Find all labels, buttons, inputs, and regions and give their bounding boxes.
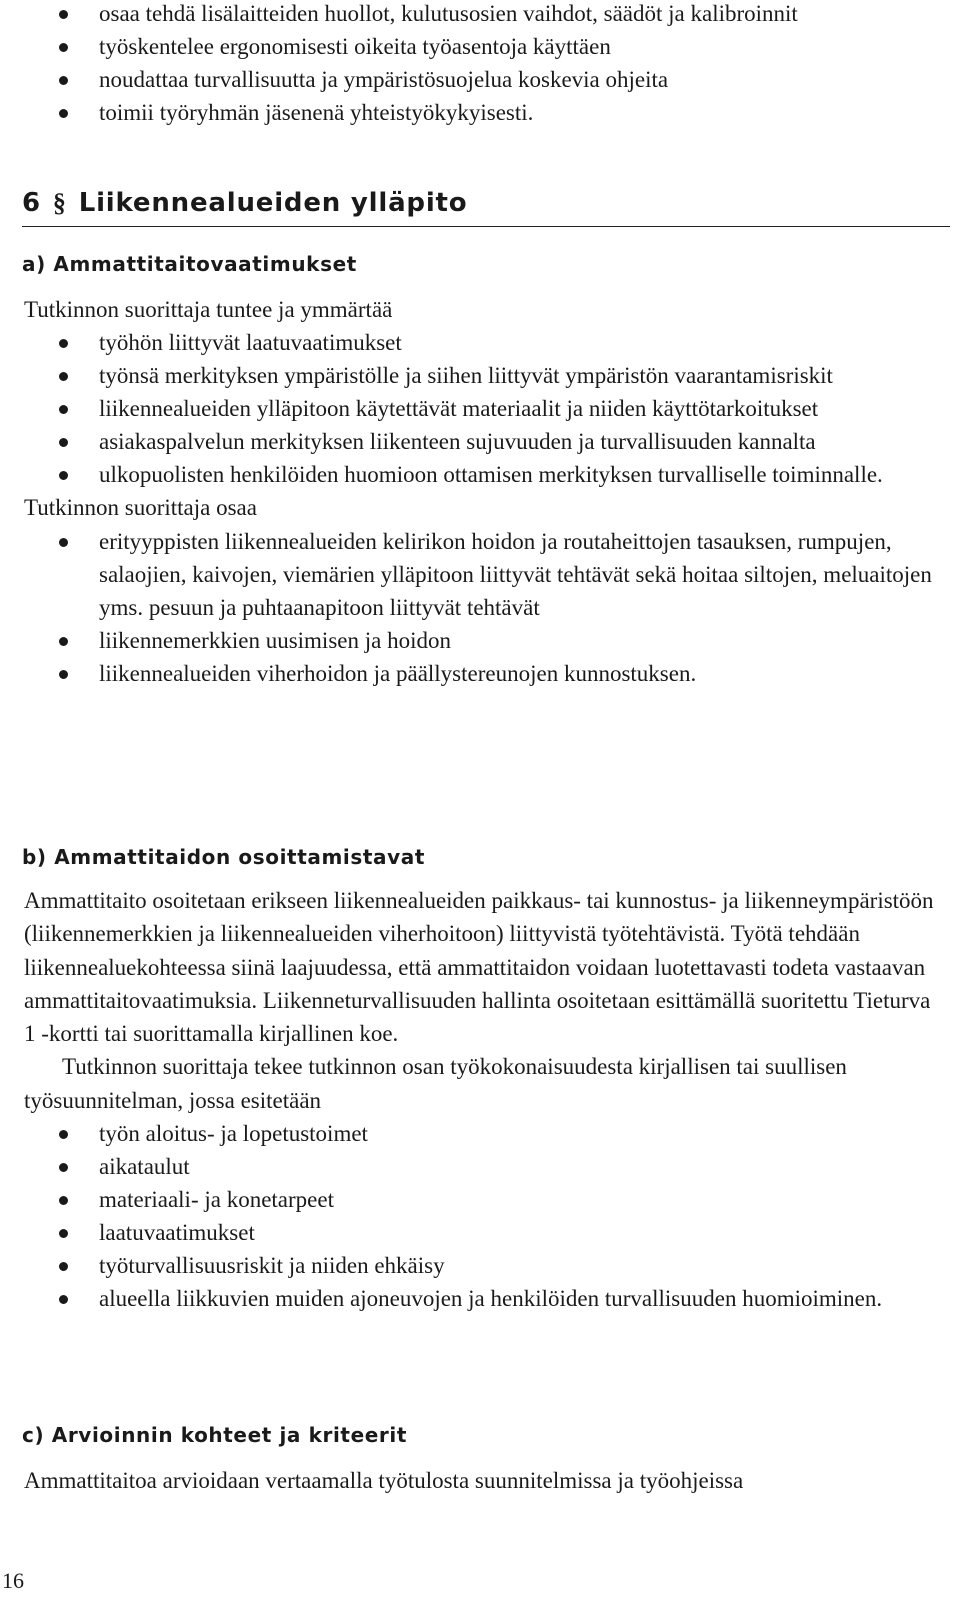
intro-paragraph: Tutkinnon suorittaja osaa — [24, 495, 257, 521]
list-item: työhön liittyvät laatuvaatimukset — [24, 326, 944, 359]
list-item: noudattaa turvallisuutta ja ympäristösuojelua koskevia ohjeita — [24, 63, 944, 96]
section-heading — [22, 186, 950, 227]
list-item: ulkopuolisten henkilöiden huomioon ottamisen merkityksen turvalliselle toiminnalle. — [24, 458, 944, 491]
page-number: 16 — [2, 1568, 24, 1593]
list-item: aikataulut — [24, 1150, 944, 1183]
subheading-c: c) Arvioinnin kohteet ja kriteerit — [22, 1423, 407, 1447]
list-item: työskentelee ergonomisesti oikeita työasentoja käyttäen — [24, 30, 944, 63]
knowledge-list — [24, 326, 944, 491]
subheading-b: b) Ammattitaidon osoittamistavat — [22, 845, 426, 869]
list-item: liikennemerkkien uusimisen ja hoidon — [24, 624, 944, 657]
list-item: materiaali- ja konetarpeet — [24, 1183, 944, 1216]
section-title: Liikennealueiden ylläpito — [78, 188, 468, 218]
section-symbol: § — [52, 188, 67, 217]
top-bullet-list — [24, 0, 944, 129]
list-item: työnsä merkityksen ympäristölle ja siihen liittyvät ympäristön vaarantamisriskit — [24, 359, 944, 392]
intro-paragraph: Tutkinnon suorittaja tuntee ja ymmärtää — [24, 297, 393, 322]
body-paragraph: Ammattitaito osoitetaan erikseen liikennealueiden paikkaus- tai kunnostus- ja liikenneympäristöön (liikennemerkkien ja liikennealueiden viherhoitoon) liittyvistä työtehtävistä. Työtä tehdään liikennealuekohteessa siinä laajuudessa, että ammattitaidon voidaan luotettavasti todeta vastaavan ammattitaitovaatimuksia. Liikenneturvallisuuden hallinta osoitetaan esittämällä suoritettu Tieturva 1 -kortti tai suorittamalla kirjallinen koe. — [24, 888, 934, 1047]
plan-list — [24, 1117, 944, 1315]
list-item: asiakaspalvelun merkityksen liikenteen sujuvuuden ja turvallisuuden kannalta — [24, 425, 944, 458]
list-item: liikennealueiden viherhoidon ja päällystereunojen kunnostuksen. — [24, 657, 944, 690]
part-a-content — [24, 293, 944, 690]
list-item: toimii työryhmän jäsenenä yhteistyökykyisesti. — [24, 96, 944, 129]
body-paragraph: Tutkinnon suorittaja tekee tutkinnon osan työkokonaisuudesta kirjallisen tai suullisen työsuunnitelman, jossa esitetään — [24, 1054, 847, 1113]
skills-list — [24, 525, 944, 690]
part-c-content — [24, 1464, 944, 1497]
list-item: osaa tehdä lisälaitteiden huollot, kulutusosien vaihdot, säädöt ja kalibroinnit — [24, 0, 944, 30]
list-item: työturvallisuusriskit ja niiden ehkäisy — [24, 1249, 944, 1282]
list-item: työn aloitus- ja lopetustoimet — [24, 1117, 944, 1150]
part-b-content — [24, 884, 944, 1315]
list-item: erityyppisten liikennealueiden kelirikon hoidon ja routaheittojen tasauksen, rumpujen, salaojien, kaivojen, viemärien ylläpitoon liittyvät tehtävät sekä hoitaa siltojen, meluaitojen yms. pesuun ja puhtaanapitoon liittyvät tehtävät — [24, 525, 944, 624]
list-item: liikennealueiden ylläpitoon käytettävät materiaalit ja niiden käyttötarkoitukset — [24, 392, 944, 425]
subheading-a: a) Ammattitaitovaatimukset — [22, 252, 357, 276]
list-item: alueella liikkuvien muiden ajoneuvojen ja henkilöiden turvallisuuden huomioiminen. — [24, 1282, 944, 1315]
body-paragraph: Ammattitaitoa arvioidaan vertaamalla työtulosta suunnitelmissa ja työohjeissa — [24, 1468, 744, 1493]
list-item: laatuvaatimukset — [24, 1216, 944, 1249]
section-number: 6 — [22, 188, 41, 218]
